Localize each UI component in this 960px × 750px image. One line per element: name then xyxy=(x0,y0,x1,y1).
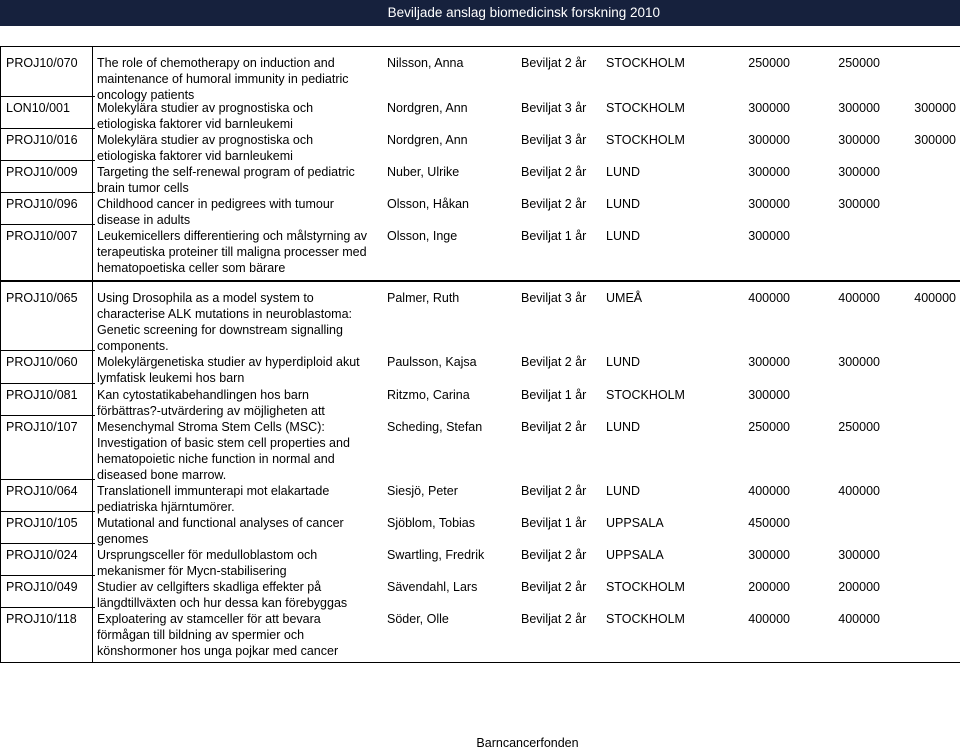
amount-year-1: 400000 xyxy=(748,612,790,626)
amount-year-1: 300000 xyxy=(748,101,790,115)
column-divider xyxy=(0,281,1,662)
amount-year-2: 400000 xyxy=(838,484,880,498)
row-divider xyxy=(0,383,95,384)
amount-year-1: 250000 xyxy=(748,56,790,70)
project-title-line: disease in adults xyxy=(97,213,191,227)
project-title-line: Investigation of basic stem cell properties and xyxy=(97,436,350,450)
row-divider xyxy=(0,46,960,47)
applicant-name: Nilsson, Anna xyxy=(387,56,464,70)
applicant-name: Siesjö, Peter xyxy=(387,484,458,498)
row-divider xyxy=(0,350,95,351)
grant-status: Beviljat 2 år xyxy=(521,548,587,562)
column-divider xyxy=(92,281,93,662)
amount-year-1: 300000 xyxy=(748,133,790,147)
amount-year-1: 400000 xyxy=(748,291,790,305)
project-title-line: könshormoner hos unga pojkar med cancer xyxy=(97,644,339,658)
project-title-line: brain tumor cells xyxy=(97,181,189,195)
project-id: PROJ10/024 xyxy=(6,548,78,562)
applicant-name: Swartling, Fredrik xyxy=(387,548,485,562)
grant-status: Beviljat 2 år xyxy=(521,355,587,369)
grant-status: Beviljat 2 år xyxy=(521,197,587,211)
grant-status: Beviljat 2 år xyxy=(521,420,587,434)
amount-year-1: 250000 xyxy=(748,420,790,434)
project-id: PROJ10/105 xyxy=(6,516,78,530)
amount-year-2: 300000 xyxy=(838,548,880,562)
city: UPPSALA xyxy=(606,516,664,530)
grant-status: Beviljat 3 år xyxy=(521,291,587,305)
city: LUND xyxy=(606,229,641,243)
project-title-line: components. xyxy=(97,339,169,353)
project-id: PROJ10/096 xyxy=(6,197,78,211)
amount-year-1: 450000 xyxy=(748,516,790,530)
row-divider xyxy=(0,96,95,97)
amount-year-3: 300000 xyxy=(914,101,956,115)
row-divider xyxy=(0,479,95,480)
project-title-line: Genetic screening for downstream signalling xyxy=(97,323,343,337)
row-divider xyxy=(0,281,960,282)
project-title-line: Leukemicellers differentiering och målstyrning av xyxy=(97,229,368,243)
city: STOCKHOLM xyxy=(606,56,685,70)
city: STOCKHOLM xyxy=(606,133,685,147)
project-title-line: Translationell immunterapi mot elakartade xyxy=(97,484,330,498)
applicant-name: Nuber, Ulrike xyxy=(387,165,460,179)
grant-status: Beviljat 1 år xyxy=(521,516,587,530)
amount-year-2: 250000 xyxy=(838,56,880,70)
project-id: PROJ10/060 xyxy=(6,355,78,369)
city: LUND xyxy=(606,420,641,434)
row-divider xyxy=(0,662,960,663)
amount-year-2: 300000 xyxy=(838,197,880,211)
project-title-line: Mesenchymal Stroma Stem Cells (MSC): xyxy=(97,420,325,434)
city: LUND xyxy=(606,484,641,498)
grant-status: Beviljat 1 år xyxy=(521,229,587,243)
amount-year-3: 300000 xyxy=(914,133,956,147)
project-title-line: maintenance of humoral immunity in pediatric xyxy=(97,72,349,86)
project-title-line: Childhood cancer in pedigrees with tumour xyxy=(97,197,334,211)
applicant-name: Ritzmo, Carina xyxy=(387,388,470,402)
project-title-line: Mutational and functional analyses of cancer xyxy=(97,516,344,530)
footer-text: Barncancerfonden xyxy=(476,736,579,750)
project-title-line: Exploatering av stamceller för att bevara xyxy=(97,612,321,626)
row-divider xyxy=(0,415,95,416)
amount-year-1: 300000 xyxy=(748,197,790,211)
project-title-line: hematopoietic niche function in normal and xyxy=(97,452,335,466)
project-id: PROJ10/070 xyxy=(6,56,78,70)
project-title-line: Targeting the self-renewal program of pediatric xyxy=(97,165,355,179)
amount-year-2: 300000 xyxy=(838,355,880,369)
applicant-name: Paulsson, Kajsa xyxy=(387,355,477,369)
project-title-line: Ursprungsceller för medulloblastom och xyxy=(97,548,318,562)
row-divider xyxy=(0,160,95,161)
amount-year-2: 300000 xyxy=(838,101,880,115)
grant-status: Beviljat 2 år xyxy=(521,484,587,498)
row-divider xyxy=(0,192,95,193)
city: LUND xyxy=(606,355,641,369)
project-id: PROJ10/049 xyxy=(6,580,78,594)
project-id: PROJ10/118 xyxy=(6,612,77,626)
row-divider xyxy=(0,575,95,576)
project-title-line: Kan cytostatikabehandlingen hos barn xyxy=(97,388,309,402)
column-divider xyxy=(92,46,93,280)
project-title-line: förmågan till bildning av spermier och xyxy=(97,628,305,642)
row-divider xyxy=(0,224,95,225)
amount-year-1: 200000 xyxy=(748,580,790,594)
project-title-line: characterise ALK mutations in neuroblastoma: xyxy=(97,307,352,321)
amount-year-2: 400000 xyxy=(838,291,880,305)
amount-year-2: 400000 xyxy=(838,612,880,626)
amount-year-1: 300000 xyxy=(748,388,790,402)
project-title-line: Molekylära studier av prognostiska och xyxy=(97,101,314,115)
project-title-line: Using Drosophila as a model system to xyxy=(97,291,314,305)
amount-year-3: 400000 xyxy=(914,291,956,305)
project-title-line: Molekylära studier av prognostiska och xyxy=(97,133,314,147)
city: STOCKHOLM xyxy=(606,388,685,402)
amount-year-1: 400000 xyxy=(748,484,790,498)
project-title-line: etiologiska faktorer vid barnleukemi xyxy=(97,117,293,131)
amount-year-2: 250000 xyxy=(838,420,880,434)
project-id: PROJ10/009 xyxy=(6,165,78,179)
project-title-line: genomes xyxy=(97,532,149,546)
project-id: PROJ10/107 xyxy=(6,420,78,434)
applicant-name: Palmer, Ruth xyxy=(387,291,460,305)
amount-year-1: 300000 xyxy=(748,355,790,369)
grant-status: Beviljat 2 år xyxy=(521,580,587,594)
amount-year-1: 300000 xyxy=(748,229,790,243)
project-title-line: lymfatisk leukemi hos barn xyxy=(97,371,245,385)
grant-status: Beviljat 2 år xyxy=(521,612,587,626)
project-title-line: hematopoetiska celler som bärare xyxy=(97,261,286,275)
row-divider xyxy=(0,607,95,608)
applicant-name: Sävendahl, Lars xyxy=(387,580,478,594)
grant-status: Beviljat 1 år xyxy=(521,388,587,402)
applicant-name: Olsson, Inge xyxy=(387,229,458,243)
project-title-line: mekanismer för Mycn-stabilisering xyxy=(97,564,287,578)
project-title-line: diseased bone marrow. xyxy=(97,468,227,482)
grant-status: Beviljat 2 år xyxy=(521,56,587,70)
column-divider xyxy=(0,46,1,280)
project-id: LON10/001 xyxy=(6,101,70,115)
project-id: PROJ10/016 xyxy=(6,133,78,147)
page-title: Beviljade anslag biomedicinsk forskning 2010 xyxy=(0,0,960,26)
amount-year-2: 200000 xyxy=(838,580,880,594)
applicant-name: Sjöblom, Tobias xyxy=(387,516,476,530)
applicant-name: Scheding, Stefan xyxy=(387,420,483,434)
project-title-line: The role of chemotherapy on induction and xyxy=(97,56,335,70)
amount-year-1: 300000 xyxy=(748,165,790,179)
project-id: PROJ10/007 xyxy=(6,229,78,243)
city: LUND xyxy=(606,197,641,211)
city: LUND xyxy=(606,165,641,179)
project-id: PROJ10/064 xyxy=(6,484,78,498)
city: UPPSALA xyxy=(606,548,664,562)
project-id: PROJ10/081 xyxy=(6,388,78,402)
city: STOCKHOLM xyxy=(606,580,685,594)
project-title-line: längdtillväxten och hur dessa kan förebyggas xyxy=(97,596,348,610)
applicant-name: Nordgren, Ann xyxy=(387,101,468,115)
project-title-line: terapeutiska proteiner till maligna processer med xyxy=(97,245,367,259)
grant-status: Beviljat 3 år xyxy=(521,133,587,147)
amount-year-2: 300000 xyxy=(838,165,880,179)
grant-status: Beviljat 3 år xyxy=(521,101,587,115)
project-title-line: förbättras?-utvärdering av möjligheten att xyxy=(97,404,325,418)
project-id: PROJ10/065 xyxy=(6,291,78,305)
project-title-line: Studier av cellgifters skadliga effekter på xyxy=(97,580,322,594)
city: STOCKHOLM xyxy=(606,101,685,115)
row-divider xyxy=(0,128,95,129)
grant-status: Beviljat 2 år xyxy=(521,165,587,179)
applicant-name: Söder, Olle xyxy=(387,612,449,626)
project-title-line: pediatriska hjärntumörer. xyxy=(97,500,235,514)
city: UMEÅ xyxy=(606,291,643,305)
amount-year-1: 300000 xyxy=(748,548,790,562)
applicant-name: Olsson, Håkan xyxy=(387,197,469,211)
project-title-line: Molekylärgenetiska studier av hyperdiploid akut xyxy=(97,355,360,369)
city: STOCKHOLM xyxy=(606,612,685,626)
amount-year-2: 300000 xyxy=(838,133,880,147)
row-divider xyxy=(0,543,95,544)
project-title-line: etiologiska faktorer vid barnleukemi xyxy=(97,149,293,163)
applicant-name: Nordgren, Ann xyxy=(387,133,468,147)
project-title-line: oncology patients xyxy=(97,88,195,102)
row-divider xyxy=(0,511,95,512)
